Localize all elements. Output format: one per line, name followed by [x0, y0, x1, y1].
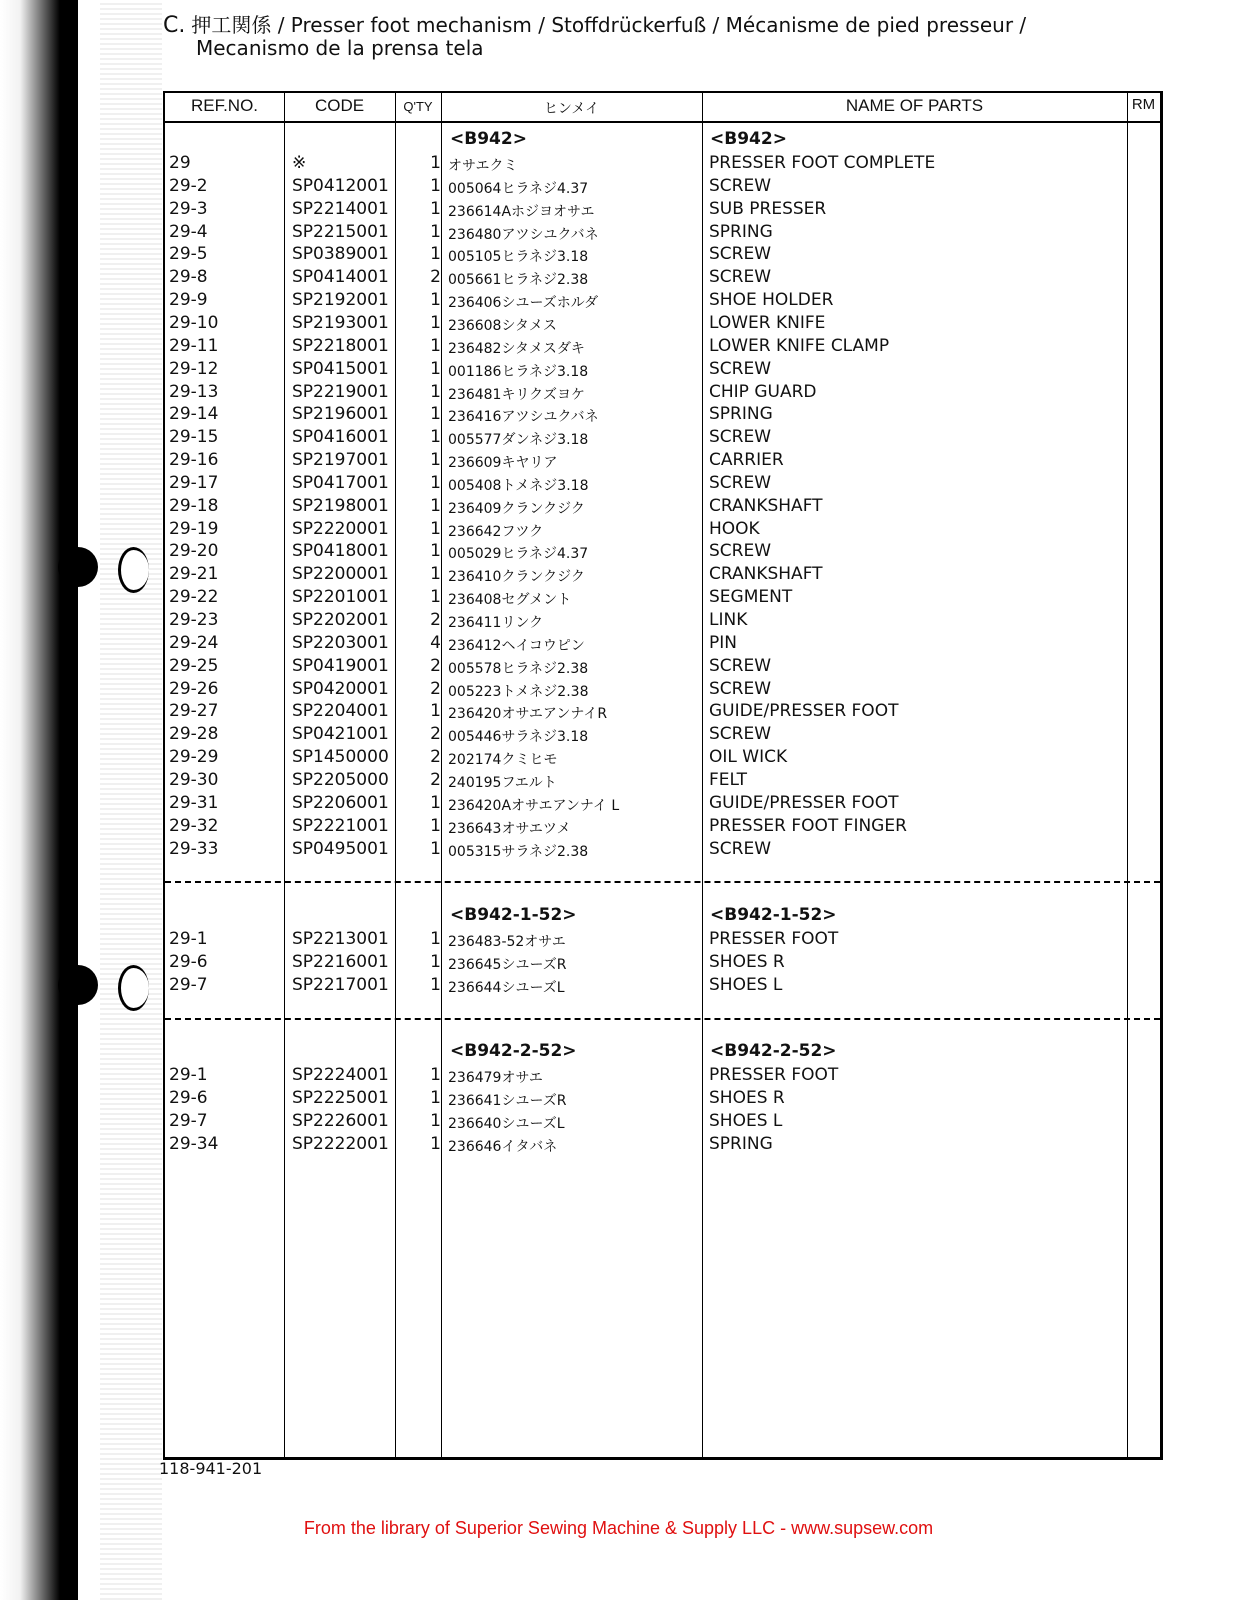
table-row [165, 723, 1160, 746]
code-cell: SP2204001 [292, 701, 389, 722]
part-name-cell: SUB PRESSER [709, 198, 827, 219]
part-name-cell: PRESSER FOOT COMPLETE [709, 153, 936, 173]
code-cell: SP2193001 [292, 312, 389, 333]
section-model-name: <B942-2-52> [710, 1041, 837, 1061]
code-cell: SP2219001 [292, 381, 389, 402]
ref-no-cell: 29-16 [169, 450, 219, 471]
table-row [165, 518, 1160, 541]
qty-cell: 2 [430, 747, 441, 768]
punch-hole-top [58, 547, 98, 587]
part-name-cell: SEGMENT [709, 587, 793, 608]
section-divider [165, 881, 1160, 883]
kana-cell: 236641シユーズR [448, 1092, 567, 1109]
qty-cell: 1 [430, 404, 441, 425]
ref-no-cell: 29-8 [169, 267, 208, 288]
kana-cell: 236646イタバネ [448, 1138, 558, 1155]
qty-cell: 2 [430, 724, 441, 745]
table-row [165, 243, 1160, 266]
code-cell: SP2200001 [292, 564, 389, 585]
ref-no-cell: 29-7 [169, 1110, 208, 1131]
part-name-cell: SCREW [709, 678, 772, 699]
qty-cell: 1 [430, 951, 441, 972]
code-cell: SP0412001 [292, 175, 389, 196]
ref-no-cell: 29-22 [169, 587, 219, 608]
part-name-cell: CARRIER [709, 450, 784, 471]
punch-hole-bottom [58, 965, 98, 1005]
table-row [165, 792, 1160, 815]
kana-cell: 236644シユーズL [448, 979, 565, 996]
part-name-cell: HOOK [709, 518, 760, 539]
kana-cell: 236420Aオサエアンナイ L [448, 797, 620, 814]
part-name-cell: SPRING [709, 221, 773, 242]
kana-cell: 236416アツシユクバネ [448, 409, 599, 426]
kana-cell: 236482シタメスダキ [448, 340, 585, 357]
kana-cell: オサエクミ [448, 158, 518, 174]
ref-no-cell: 29-27 [169, 701, 219, 722]
punch-hole-top-right [118, 547, 149, 593]
qty-cell: 1 [430, 974, 441, 995]
table-row [165, 700, 1160, 723]
punch-hole-bottom-right [118, 965, 149, 1011]
qty-cell: 1 [430, 701, 441, 722]
ref-no-cell: 29-12 [169, 358, 219, 379]
qty-cell: 2 [430, 610, 441, 630]
code-cell: ※ [292, 153, 307, 173]
table-row [165, 815, 1160, 838]
code-cell: SP2224001 [292, 1065, 389, 1085]
kana-cell: 236420オサエアンナイR [448, 706, 608, 723]
table-row [165, 951, 1160, 974]
kana-cell: 236640シユーズL [448, 1115, 565, 1132]
page-title [163, 14, 1026, 60]
qty-cell: 1 [430, 792, 441, 813]
table-row [165, 198, 1160, 221]
part-name-cell: CRANKSHAFT [709, 495, 823, 516]
qty-cell: 1 [430, 312, 441, 333]
code-cell: SP2216001 [292, 951, 389, 972]
section-model-name: <B942> [710, 129, 787, 149]
table-row [165, 175, 1160, 198]
kana-cell: 240195フエルト [448, 774, 557, 791]
kana-cell: 005577ダンネジ3.18 [448, 432, 589, 449]
kana-cell: 236479オサエ [448, 1070, 543, 1086]
code-cell: SP2214001 [292, 198, 389, 219]
code-cell: SP2196001 [292, 404, 389, 425]
ref-no-cell: 29-28 [169, 724, 219, 745]
kana-cell: 236410クランクジク [448, 569, 585, 586]
table-row [165, 678, 1160, 701]
ref-no-cell: 29-4 [169, 221, 208, 242]
section-model-kana: <B942-1-52> [450, 905, 577, 925]
qty-cell: 1 [430, 427, 441, 448]
part-name-cell: CHIP GUARD [709, 381, 817, 402]
part-name-cell: LINK [709, 610, 748, 630]
code-cell: SP0419001 [292, 655, 389, 676]
code-cell: SP0421001 [292, 724, 389, 745]
part-name-cell: SCREW [709, 541, 772, 562]
ref-no-cell: 29-15 [169, 427, 219, 448]
qty-cell: 1 [430, 1065, 441, 1085]
qty-cell: 1 [430, 198, 441, 219]
part-name-cell: SCREW [709, 472, 772, 493]
part-name-cell: SCREW [709, 427, 772, 448]
ref-no-cell: 29-9 [169, 290, 208, 311]
qty-cell: 1 [430, 290, 441, 311]
table-row [165, 540, 1160, 563]
table-row [165, 495, 1160, 518]
table-row [165, 312, 1160, 335]
binder-edge [0, 0, 78, 1600]
code-cell: SP2203001 [292, 632, 389, 653]
table-row [165, 632, 1160, 655]
code-cell: SP2197001 [292, 450, 389, 471]
ref-no-cell: 29 [169, 153, 191, 173]
table-row [165, 746, 1160, 769]
table-row [165, 381, 1160, 404]
section-divider [165, 1018, 1160, 1020]
part-name-cell: SCREW [709, 724, 772, 745]
code-cell: SP2225001 [292, 1087, 389, 1108]
kana-cell: 236645シユーズR [448, 956, 567, 973]
section-model-kana: <B942> [450, 129, 527, 149]
kana-cell: 005578ヒラネジ2.38 [448, 660, 589, 677]
code-cell: SP2192001 [292, 290, 389, 311]
code-cell: SP2220001 [292, 518, 389, 539]
ref-no-cell: 29-18 [169, 495, 219, 516]
scan-grain [100, 0, 162, 1600]
header-rm: RM [1131, 96, 1156, 113]
kana-cell: 236412ヘイコウピン [448, 637, 585, 654]
qty-cell: 1 [430, 335, 441, 356]
kana-cell: 236411リンク [448, 615, 544, 631]
ref-no-cell: 29-30 [169, 769, 219, 790]
code-cell: SP2218001 [292, 335, 389, 356]
kana-cell: 001186ヒラネジ3.18 [448, 363, 589, 380]
part-name-cell: SCREW [709, 267, 772, 288]
qty-cell: 1 [430, 244, 441, 265]
code-cell: SP1450000 [292, 747, 389, 768]
part-name-cell: SCREW [709, 175, 772, 196]
code-cell: SP2198001 [292, 495, 389, 516]
kana-cell: 236483-52オサエ [448, 934, 566, 950]
part-name-cell: PRESSER FOOT [709, 929, 839, 949]
qty-cell: 1 [430, 541, 441, 562]
part-name-cell: SCREW [709, 655, 772, 676]
ref-no-cell: 29-20 [169, 541, 219, 562]
table-row [165, 289, 1160, 312]
table-row [165, 358, 1160, 381]
table-row [165, 609, 1160, 632]
qty-cell: 1 [430, 381, 441, 402]
part-name-cell: OIL WICK [709, 747, 788, 768]
part-name-cell: GUIDE/PRESSER FOOT [709, 701, 899, 722]
ref-no-cell: 29-23 [169, 610, 219, 630]
code-cell: SP2201001 [292, 587, 389, 608]
qty-cell: 1 [430, 815, 441, 836]
table-row [165, 266, 1160, 289]
kana-cell: 005446サラネジ3.18 [448, 729, 589, 746]
ref-no-cell: 29-25 [169, 655, 219, 676]
ref-no-cell: 29-13 [169, 381, 219, 402]
table-row [165, 563, 1160, 586]
code-cell: SP2226001 [292, 1110, 389, 1131]
ref-no-cell: 29-26 [169, 678, 219, 699]
qty-cell: 1 [430, 929, 441, 949]
part-name-cell: SPRING [709, 404, 773, 425]
header-name: NAME OF PARTS [845, 96, 984, 115]
kana-cell: 236480アツシユクバネ [448, 226, 599, 243]
part-name-cell: SHOES R [709, 951, 785, 972]
kana-cell: 005315サラネジ2.38 [448, 843, 589, 860]
ref-no-cell: 29-6 [169, 1087, 208, 1108]
part-name-cell: SHOES L [709, 1110, 783, 1131]
table-row [165, 152, 1160, 175]
header-ref: REF.NO. [190, 96, 259, 115]
ref-no-cell: 29-32 [169, 815, 219, 836]
qty-cell: 1 [430, 518, 441, 539]
kana-cell: 005661ヒラネジ2.38 [448, 272, 589, 289]
kana-cell: 202174クミヒモ [448, 752, 558, 769]
ref-no-cell: 29-1 [169, 929, 208, 949]
ref-no-cell: 29-6 [169, 951, 208, 972]
qty-cell: 1 [430, 153, 441, 173]
qty-cell: 1 [430, 450, 441, 471]
table-row [165, 928, 1160, 951]
table-row [165, 1133, 1160, 1156]
table-row [165, 1064, 1160, 1087]
part-name-cell: SPRING [709, 1133, 773, 1154]
code-cell: SP2213001 [292, 929, 389, 949]
part-name-cell: CRANKSHAFT [709, 564, 823, 585]
qty-cell: 1 [430, 587, 441, 608]
title-line-2: Mecanismo de la prensa tela [196, 36, 484, 60]
ref-no-cell: 29-11 [169, 335, 219, 356]
table-row [165, 655, 1160, 678]
code-cell: SP2222001 [292, 1133, 389, 1154]
ref-no-cell: 29-7 [169, 974, 208, 995]
section-model-name: <B942-1-52> [710, 905, 837, 925]
code-cell: SP2202001 [292, 610, 389, 630]
qty-cell: 1 [430, 1133, 441, 1154]
kana-cell: 236614Aホジヨオサエ [448, 203, 595, 220]
table-row [165, 221, 1160, 244]
kana-cell: 236642フツク [448, 523, 544, 540]
code-cell: SP2221001 [292, 815, 389, 836]
kana-cell: 236408セグメント [448, 592, 572, 609]
ref-no-cell: 29-10 [169, 312, 219, 333]
parts-table [163, 91, 1163, 1460]
kana-cell: 005223トメネジ2.38 [448, 683, 589, 700]
library-credit: From the library of Superior Sewing Machine & Supply LLC - www.supsew.com [303, 1518, 934, 1538]
kana-cell: 005105ヒラネジ3.18 [448, 249, 589, 266]
qty-cell: 1 [430, 838, 441, 859]
part-name-cell: LOWER KNIFE [709, 312, 826, 333]
code-cell: SP0416001 [292, 427, 389, 448]
kana-cell: 005029ヒラネジ4.37 [448, 546, 589, 563]
table-row [165, 1110, 1160, 1133]
part-name-cell: PRESSER FOOT [709, 1065, 839, 1085]
kana-cell: 005064ヒラネジ4.37 [448, 180, 589, 197]
table-row [165, 426, 1160, 449]
ref-no-cell: 29-24 [169, 632, 219, 653]
kana-cell: 005408トメネジ3.18 [448, 477, 589, 494]
table-row [165, 449, 1160, 472]
ref-no-cell: 29-33 [169, 838, 219, 859]
table-row [165, 586, 1160, 609]
kana-cell: 236481キリクズヨケ [448, 386, 586, 403]
header-qty: Q'TY [403, 99, 433, 114]
code-cell: SP2217001 [292, 974, 389, 995]
qty-cell: 1 [430, 175, 441, 196]
qty-cell: 2 [430, 267, 441, 288]
code-cell: SP0420001 [292, 678, 389, 699]
qty-cell: 2 [430, 678, 441, 699]
code-cell: SP2206001 [292, 792, 389, 813]
kana-cell: 236406シユーズホルダ [448, 295, 599, 312]
code-cell: SP0418001 [292, 541, 389, 562]
code-cell: SP2215001 [292, 221, 389, 242]
qty-cell: 1 [430, 358, 441, 379]
ref-no-cell: 29-21 [169, 564, 219, 585]
qty-cell: 1 [430, 472, 441, 493]
kana-cell: 236608シタメス [448, 317, 557, 334]
kana-cell: 236643オサエツメ [448, 820, 571, 837]
ref-no-cell: 29-31 [169, 792, 219, 813]
section-model-kana: <B942-2-52> [450, 1041, 577, 1061]
qty-cell: 1 [430, 1087, 441, 1108]
table-row [165, 1087, 1160, 1110]
part-name-cell: SHOES R [709, 1087, 785, 1108]
part-name-cell: SCREW [709, 838, 772, 859]
table-row [165, 974, 1160, 997]
part-name-cell: SCREW [709, 244, 772, 265]
part-name-cell: PIN [709, 632, 737, 653]
ref-no-cell: 29-2 [169, 175, 208, 196]
qty-cell: 4 [430, 632, 441, 653]
qty-cell: 2 [430, 769, 441, 790]
kana-cell: 236409クランクジク [448, 500, 585, 517]
ref-no-cell: 29-34 [169, 1133, 219, 1154]
ref-no-cell: 29-19 [169, 518, 219, 539]
table-row [165, 335, 1160, 358]
table-header [165, 93, 1160, 123]
header-code: CODE [314, 96, 365, 115]
table-row [165, 472, 1160, 495]
table-row [165, 403, 1160, 426]
part-name-cell: PRESSER FOOT FINGER [709, 815, 907, 836]
page-code: 118-941-201 [159, 1459, 263, 1478]
qty-cell: 2 [430, 655, 441, 676]
ref-no-cell: 29-1 [169, 1065, 208, 1085]
part-name-cell: SHOE HOLDER [709, 290, 834, 311]
title-prefix: C. [163, 13, 186, 38]
header-kana: ヒンメイ [543, 100, 600, 116]
code-cell: SP0389001 [292, 244, 389, 265]
ref-no-cell: 29-5 [169, 244, 208, 265]
table-row [165, 838, 1160, 861]
table-row [165, 769, 1160, 792]
qty-cell: 1 [430, 495, 441, 516]
ref-no-cell: 29-14 [169, 404, 219, 425]
part-name-cell: FELT [709, 769, 748, 790]
part-name-cell: GUIDE/PRESSER FOOT [709, 792, 899, 813]
kana-cell: 236609キヤリア [448, 455, 558, 472]
code-cell: SP0415001 [292, 358, 389, 379]
qty-cell: 1 [430, 1110, 441, 1131]
part-name-cell: SCREW [709, 358, 772, 379]
code-cell: SP0414001 [292, 267, 389, 288]
ref-no-cell: 29-17 [169, 472, 219, 493]
qty-cell: 1 [430, 221, 441, 242]
qty-cell: 1 [430, 564, 441, 585]
ref-no-cell: 29-3 [169, 198, 208, 219]
ref-no-cell: 29-29 [169, 747, 219, 768]
code-cell: SP0495001 [292, 838, 389, 859]
part-name-cell: LOWER KNIFE CLAMP [709, 335, 890, 356]
code-cell: SP2205000 [292, 769, 389, 790]
code-cell: SP0417001 [292, 472, 389, 493]
part-name-cell: SHOES L [709, 974, 783, 995]
title-line-1: 押工関係 / Presser foot mechanism / Stoffdrückerfuß / Mécanisme de pied presseur / [191, 13, 1027, 37]
